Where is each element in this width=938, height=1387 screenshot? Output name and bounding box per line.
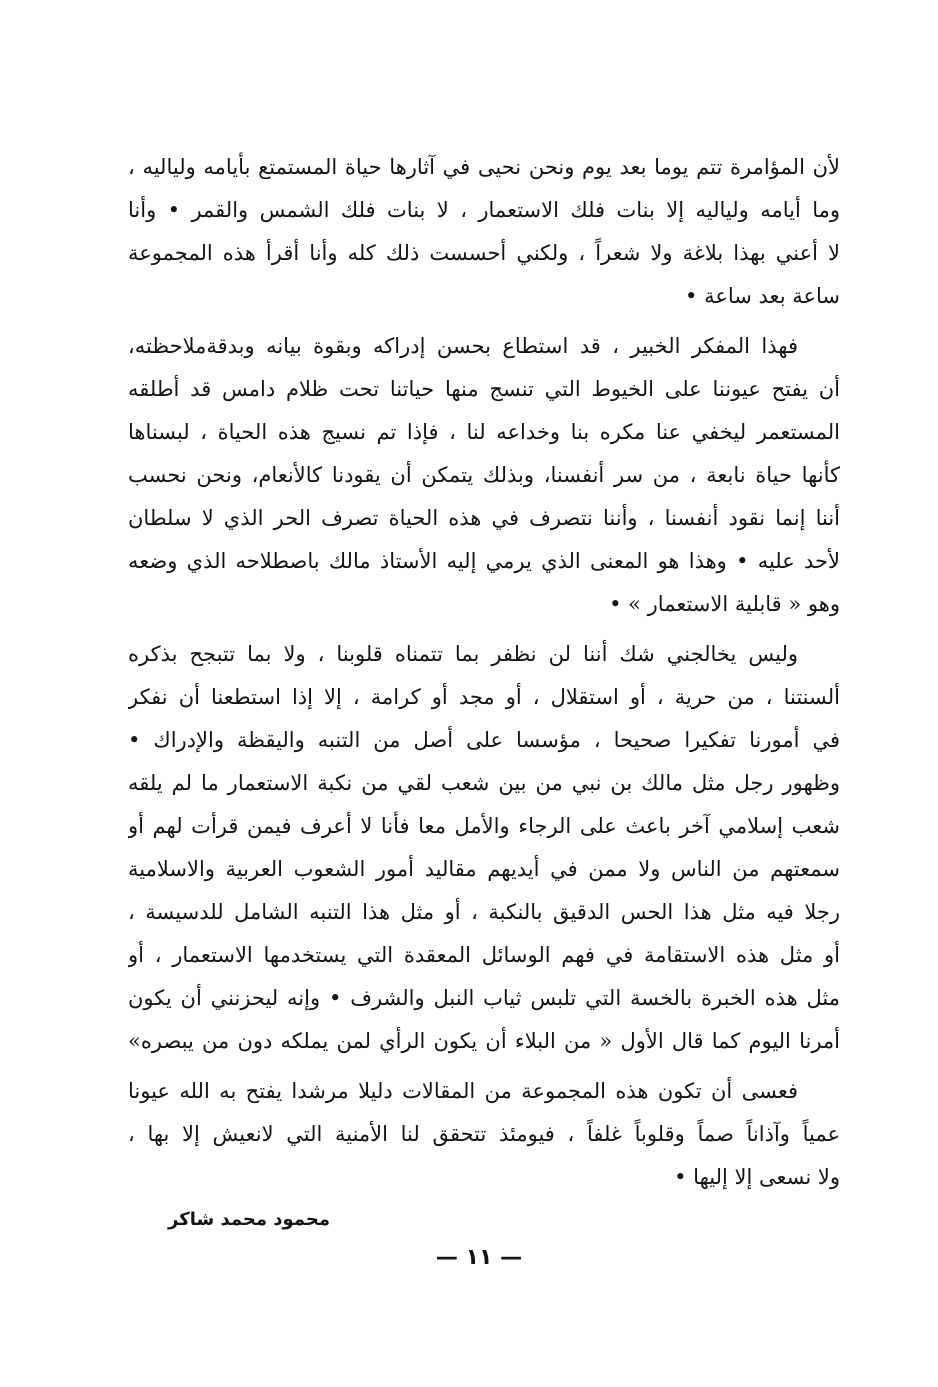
text-line: فهذا المفكر الخبير ، قد استطاع بحسن إدراكه وبقوة بيانه وبدقةملاحظته، (128, 334, 798, 358)
text-line: لا أعني بهذا بلاغة ولا شعراً ، ولكني أحسست ذلك كله وأنا أقرأ هذه المجموعة (128, 241, 840, 265)
text-line: وما أيامه ولياليه إلا بنات فلك الاستعمار ، لا بنات فلك الشمس والقمر • وأنا (128, 198, 840, 222)
text-line: في أمورنا تفكيرا صحيحا ، مؤسسا على أصل من التنبه واليقظة والإدراك • (128, 728, 840, 752)
paragraph-4 (128, 1070, 840, 1199)
text-line: مثل هذه الخبرة بالخسة التي تلبس ثياب النبل والشرف • وإنه ليحزنني أن يكون (128, 986, 840, 1010)
paragraph-2 (128, 325, 840, 626)
text-line: أمرنا اليوم كما قال الأول « من البلاء أن يكون الرأي لمن يملكه دون من يبصره» (128, 1029, 840, 1053)
text-line: أن يفتح عيوننا على الخيوط التي تنسج منها حياتنا تحت ظلام دامس قد أطلقه (128, 377, 840, 401)
paragraph-3 (128, 633, 840, 1063)
text-line: كأنها حياة نابعة ، من سر أنفسنا، وبذلك يتمكن أن يقودنا كالأنعام، ونحن نحسب (128, 463, 840, 487)
text-line: ألسنتنا ، من حرية ، أو استقلال ، أو مجد أو كرامة ، إلا إذا استطعنا أن نفكر (128, 685, 840, 709)
text-line: رجلا فيه مثل هذا الحس الدقيق بالنكبة ، أو مثل هذا التنبه الشامل للدسيسة ، (128, 900, 840, 924)
paragraph-1 (128, 146, 840, 318)
text-line: أو مثل هذه الاستقامة في فهم الوسائل المعقدة التي يستخدمها الاستعمار ، أو (128, 943, 840, 967)
text-line: سمعتهم من الناس ولا ممن في أيديهم مقاليد أمور الشعوب العربية والاسلامية (128, 857, 840, 881)
text-line: أننا إنما نقود أنفسنا ، وأننا نتصرف في هذه الحياة تصرف الحر الذي لا سلطان (128, 506, 840, 530)
text-line: شعب إسلامي آخر باعث على الرجاء والأمل معا فأنا لا أعرف فيمن قرأت لهم أو (128, 814, 840, 838)
text-line: وهو « قابلية الاستعمار » • (609, 592, 840, 616)
body-text (128, 146, 840, 1199)
text-line: ولا نسعى إلا إليها • (674, 1165, 840, 1189)
text-line: وليس يخالجني شك أننا لن نظفر بما تتمناه قلوبنا ، ولا بما تتبجح بذكره (128, 642, 798, 666)
text-line: وظهور رجل مثل مالك بن نبي من بين شعب لقي من نكبة الاستعمار ما لم يلقه (128, 771, 840, 795)
text-line: لأن المؤامرة تتم يوما بعد يوم ونحن نحيى في آثارها حياة المستمتع بأيامه ولياليه ، (128, 155, 840, 179)
text-line: ساعة بعد ساعة • (685, 284, 840, 308)
page-number: — ١١ — (435, 1245, 523, 1270)
text-line: عمياً وآذاناً صماً وقلوباً غلفاً ، فيومئذ تتحقق لنا الأمنية التي لانعيش إلا بها ، (128, 1122, 840, 1146)
text-line: لأحد عليه • وهذا هو المعنى الذي يرمي إليه الأستاذ مالك باصطلاحه الذي وضعه (128, 549, 840, 573)
author-signature: محمود محمد شاكر (168, 1209, 330, 1230)
text-line: المستعمر ليخفي عنا مكره بنا وخداعه لنا ، فإذا تم نسيج هذه الحياة ، لبسناها (128, 420, 840, 444)
text-line: فعسى أن تكون هذه المجموعة من المقالات دليلا مرشدا يفتح به الله عيونا (128, 1079, 798, 1103)
